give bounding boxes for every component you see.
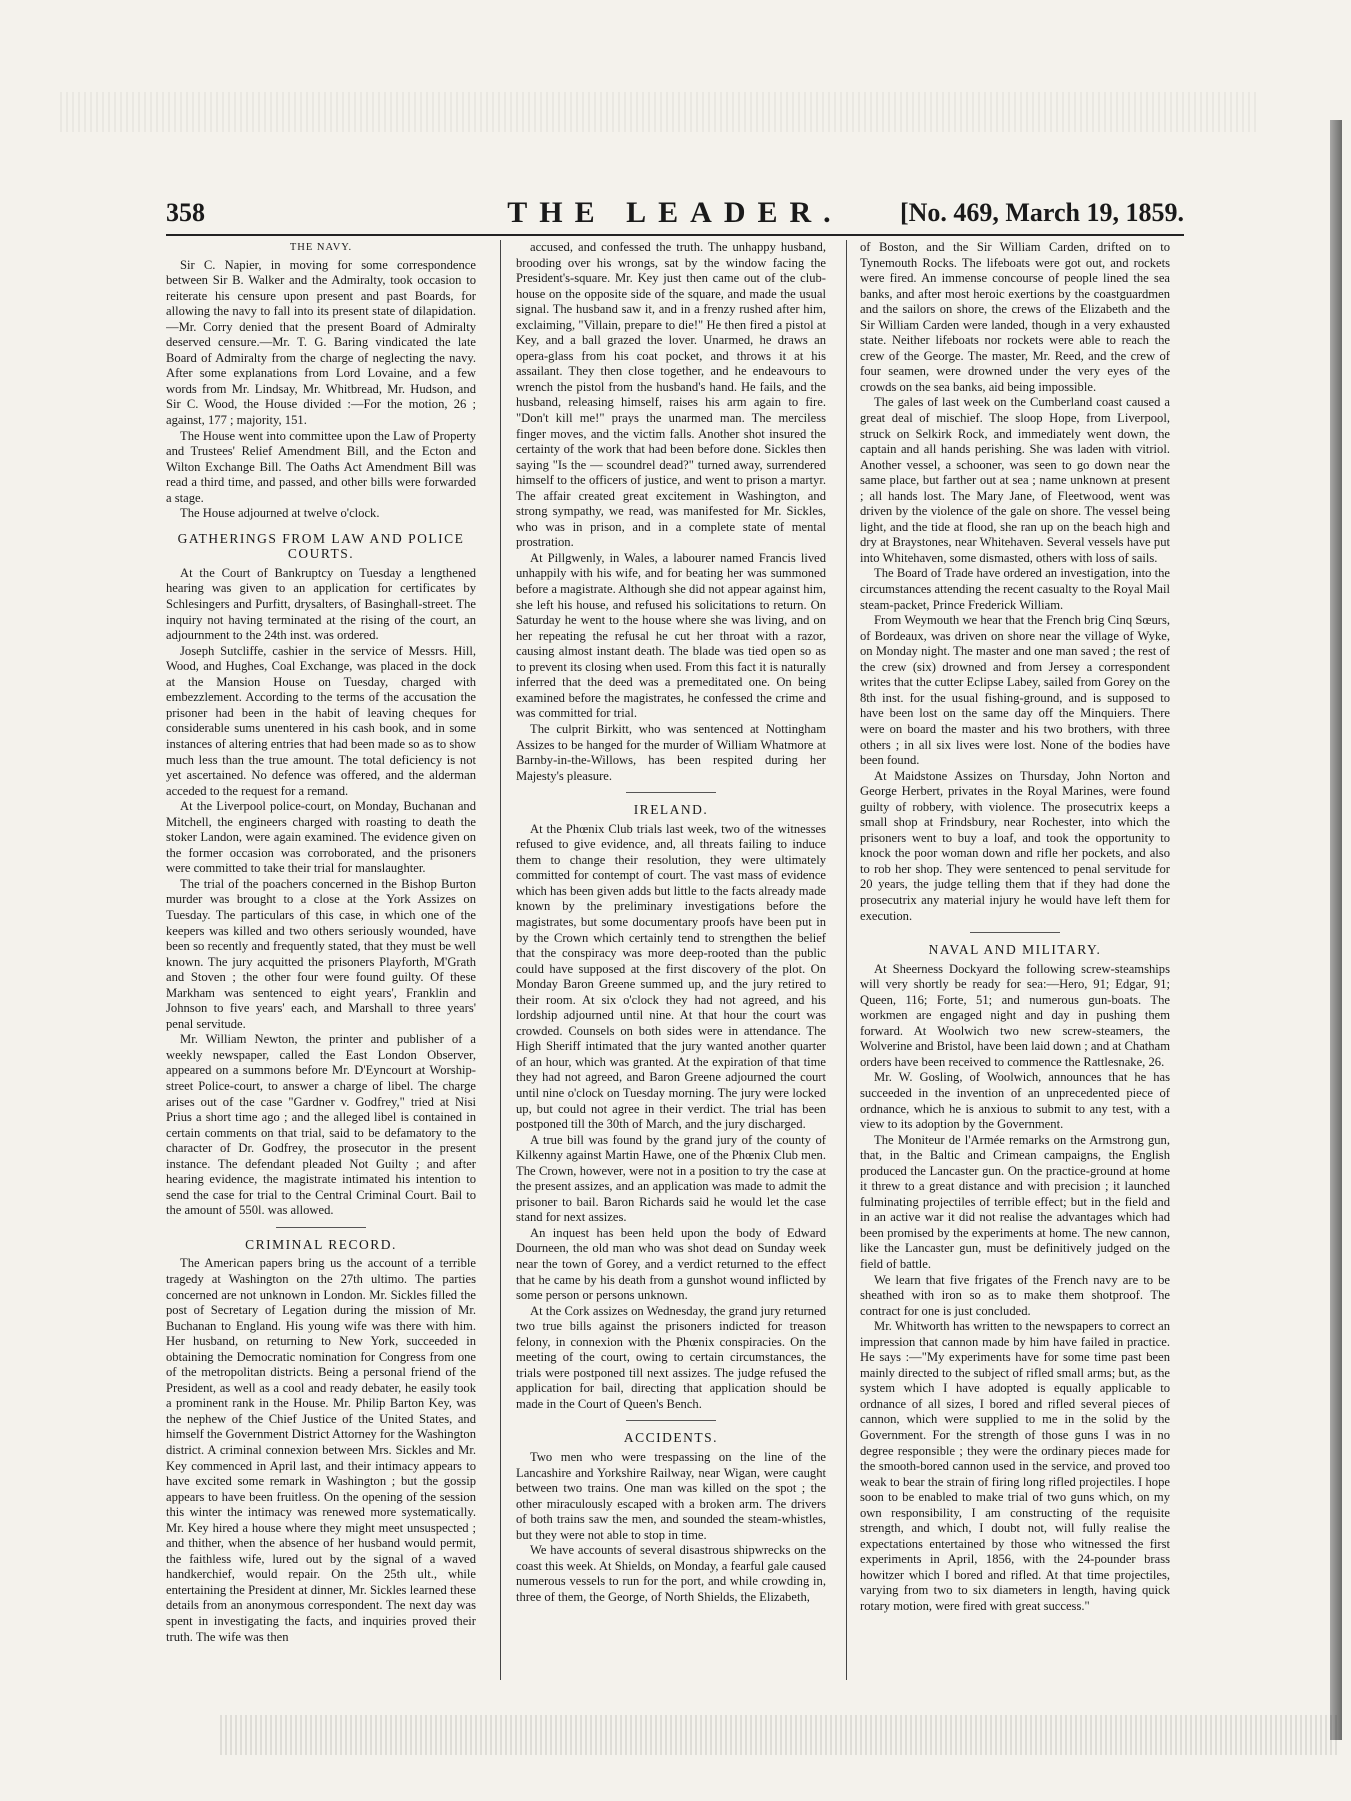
paragraph: We learn that five frigates of the French navy are to be sheathed with iron so as to make them shotproof. The contract for one is just concluded. [860,1272,1170,1318]
newspaper-title: THE LEADER. [507,196,843,229]
paragraph: The American papers bring us the account of a terrible tragedy at Washington on the 27th ultimo. The parties concerned are not unknown in London. Mr. Sickles filled the post of Secretary of Legation during the mission of Mr. Buchanan to England. His young wife was there with him. Her husband, on returning to New York, succeeded in obtaining the Democratic nomination for Congress from one of the metropolitan districts. Being a personal friend of the President, as well as a cool and ready debater, he easily took a prominent rank in the House. Mr. Philip Barton Key, was the nephew of the Chief Justice of the United States, and himself the Government District Attorney for the Washington district. A criminal connexion between Mrs. Sickles and Mr. Key commenced in April last, and their intimacy appears to have excited some remark in Washington ; but the gossip appears to have been fruitless. On the opening of the session this winter the intimacy was renewed more systematically. Mr. Key hired a house where they might meet unsuspected ; and thither, when the absence of her husband would permit, the faithless wife, lured out by the signal of a waved handkerchief, would repair. On the 25th ult., while entertaining the President at dinner, Mr. Sickles learned these details from an anonymous correspondent. The next day was spent in investigating the facts, and inquiries proved their truth. The wife was then [166,1256,476,1644]
section-separator [626,1420,716,1421]
section-heading-ireland: IRELAND. [633,802,709,818]
paragraph: A true bill was found by the grand jury of the county of Kilkenny against Martin Hawe, one of the Phœnix Club men. The Crown, however, were not in a position to try the case at the present assizes, and an application was made to admit the prisoner to bail. Baron Richards said he would let the case stand for next assizes. [516,1132,826,1225]
masthead [166,198,1184,232]
paragraph: The House adjourned at twelve o'clock. [180,506,380,521]
paragraph: The trial of the poachers concerned in the Bishop Burton murder was brought to a close at the York Assizes on Tuesday. The particulars of this case, in which one of the keepers was killed and two others seriously wounded, have been so recently and frequently stated, that they must be well known. The jury acquitted the prisoners Playforth, M'Grath and Stoven ; the other four were found guilty. Of these Markham was sentenced to eight years', Franklin and Johnson to five years' each, and Marshall to three years' penal servitude. [166,876,476,1031]
page-number: 358 [166,198,205,227]
binding-edge [1330,120,1342,1740]
scan-noise-bottom [220,1715,1340,1755]
paragraph: Joseph Sutcliffe, cashier in the service of Messrs. Hill, Wood, and Hughes, Coal Exchange, was placed in the dock at the Mansion House on Tuesday, charged with embezzlement. According to the terms of the accusation the prisoner had been in the habit of leaving cheques for considerable sums unentered in his cash book, and in some instances of altering entries that had been made so as to show much less than the true amount. The total deficiency is not yet ascertained. No defence was offered, and the alderman acceded to the request for a remand. [166,643,476,798]
paragraph: accused, and confessed the truth. The unhappy husband, brooding over his wrongs, sat by the window facing the President's-square. Mr. Key just then came out of the club-house on the opposite side of the square, and made the usual signal. The husband saw it, and in a frenzy rushed after him, exclaiming, "Villain, prepare to die!" He then fired a pistol at Key, and a ball grazed the lover. Unarmed, he draws an opera-glass from his coat pocket, and throws it at his assailant. They then close together, and he endeavours to wrench the pistol from the husband's hand. He fails, and the husband, releasing himself, raises his arm again to fire. "Don't kill me!" prays the unarmed man. The merciless finger moves, and the victim falls. Another shot insured the certainty of the work that had been before done. Sickles then saying "Is the — scoundrel dead?" turned away, surrendered himself to the officers of justice, and went to prison a martyr. The affair created great excitement in Washington, and strong sympathy, we read, was manifested for Mr. Sickles, who was in prison, and in a complete state of mental prostration. [516,240,826,550]
issue-date: [No. 469, March 19, 1859. [899,198,1184,227]
paragraph: The House went into committee upon the Law of Property and Trustees' Relief Amendment Bill, and the Ecton and Wilton Exchange Bill. The Oaths Act Amendment Bill was read a third time, and passed, and other bills were forwarded a stage. [166,428,476,505]
section-heading-navy: THE NAVY. [289,242,353,253]
paragraph: The culprit Birkitt, who was sentenced at Nottingham Assizes to be hanged for the murder of William Whatmore at Barnby-in-the-Willows, has been respited during her Majesty's pleasure. [516,721,826,783]
paragraph: An inquest has been held upon the body of Edward Dourneen, the old man who was shot dead on Sunday week near the town of Gorey, and a verdict returned to the effect that he came by his death from a gunshot wound inflicted by some person or persons unknown. [516,1225,826,1303]
section-heading-naval-military: NAVAL AND MILITARY. [928,942,1102,958]
column-divider [500,240,501,1680]
paragraph: At the Court of Bankruptcy on Tuesday a lengthened hearing was given to an application for certificates by Schlesingers and Purfitt, drysalters, of Basinghall-street. The inquiry not having terminated at the rising of the court, an adjournment to the 24th inst. was ordered. [166,565,476,643]
scan-noise-top [60,92,1260,132]
paragraph: Mr. William Newton, the printer and publisher of a weekly newspaper, called the East London Observer, appeared on a summons before Mr. D'Eyncourt at Worship-street Police-court, to answer a charge of libel. The charge arises out of the case "Gardner v. Godfrey," tried at Nisi Prius a short time ago ; and the alleged libel is contained in certain comments on that trial, said to be defamatory to the character of Dr. Godfrey, the prosecutor in the present instance. The defendant pleaded Not Guilty ; and after hearing evidence, the magistrate intimated his intention to send the case for trial to the Central Criminal Court. Bail to the amount of 550l. was allowed. [166,1032,476,1218]
column-3 [860,240,1170,1680]
section-heading-accidents: ACCIDENTS. [623,1430,719,1446]
column-2 [516,240,826,1680]
paragraph: At Sheerness Dockyard the following screw-steamships will very shortly be ready for sea:—Hero, 91; Edgar, 91; Queen, 116; Forte, 51; and numerous gun-boats. The workmen are engaged night and day in pushing them forward. At Woolwich two new screw-steamers, the Wolverine and Bristol, have been laid down ; and at Chatham orders have been received to commence the Rattlesnake, 26. [860,961,1170,1069]
column-1 [166,240,476,1680]
paragraph: The Moniteur de l'Armée remarks on the Armstrong gun, that, in the Baltic and Crimean campaigns, the English produced the Lancaster gun. On the practice-ground at home it threw to a great distance and with precision ; it launched fulminating projectiles of terrible effect; but in the field and in an active war it did not realise the advantages which had been promised by the experiments at home. The new cannon, like the Lancaster gun, must be definitively judged on the field of battle. [860,1132,1170,1271]
paragraph: At Maidstone Assizes on Thursday, John Norton and George Herbert, privates in the Royal Marines, were found guilty of robbery, with violence. The prosecutrix keeps a small shop at Frindsbury, near Rochester, into which the prisoners went to buy a loaf, and took the opportunity to knock the poor woman down and rifle her pockets, and also to rob her shop. They were sentenced to penal servitude for 20 years, the judge telling them that if they had done the prosecutrix any material injury he would have left them for execution. [860,768,1170,923]
paragraph: At the Liverpool police-court, on Monday, Buchanan and Mitchell, the engineers charged with roasting to death the stoker Landon, were again examined. The evidence given on the former occasion was corroborated, and the prisoners were committed to take their trial for manslaughter. [166,799,476,876]
section-separator [276,1227,366,1228]
column-divider [846,240,847,1680]
section-heading-criminal-record: CRIMINAL RECORD. [245,1236,397,1252]
paragraph: The gales of last week on the Cumberland coast caused a great deal of mischief. The sloop Hope, from Liverpool, struck on Selkirk Rock, and immediately went down, the captain and all hands perishing. She was laden with vitriol. Another vessel, a schooner, was seen to go down near the same place, but farther out at sea ; name unknown at present ; all hands lost. The Mary Jane, of Fleetwood, went was driven by the violence of the gale on shore. The vessel being light, and the tide at flood, she ran up on the beach high and dry at Braystones, near Whitehaven. Several vessels have put into Whitehaven, some dismasted, others with loss of sails. [860,395,1170,565]
paragraph: We have accounts of several disastrous shipwrecks on the coast this week. At Shields, on Monday, a fearful gale caused numerous vessels to run for the port, and while crowding in, three of them, the George, of North Shields, the Elizabeth, [516,1543,826,1604]
section-separator [970,932,1060,933]
paragraph: Mr. W. Gosling, of Woolwich, announces that he has succeeded in the invention of an unprecedented piece of ordnance, which he is anxious to submit to any test, with a view to its adoption by the Government. [860,1070,1170,1132]
paragraph: of Boston, and the Sir William Carden, drifted on to Tynemouth Rocks. The lifeboats were got out, and rockets were fired. An immense concourse of people lined the sea banks, and after most heroic exertions by the coastguardmen and the sailors on shore, the crews of the Elizabeth and the Sir William Carden were landed, though in a very exhausted state. Neither lifeboats nor rockets were able to reach the crew of the George. The master, Mr. Reed, and the crew of four seamen, were drowned under the very eyes of the crowds on the sea banks, aid being impossible. [860,240,1170,394]
section-heading-law-courts: GATHERINGS FROM LAW AND POLICE COURTS. [177,530,465,562]
paragraph: At the Cork assizes on Wednesday, the grand jury returned two true bills against the prisoners indicted for treason felony, in connexion with the Phœnix conspiracies. On the meeting of the court, owing to certain circumstances, the trials were postponed till next assizes. The judge refused the application for bail, directing that application should be made in the Court of Queen's Bench. [516,1303,826,1411]
paragraph: Two men who were trespassing on the line of the Lancashire and Yorkshire Railway, near Wigan, were caught between two trains. One man was killed on the spot ; the other miraculously escaped with a broken arm. The drivers of both trains saw the men, and sounded the steam-whistles, but they were not able to stop in time. [516,1450,826,1542]
section-separator [626,792,716,793]
paragraph: The Board of Trade have ordered an investigation, into the circumstances attending the recent casualty to the Royal Mail steam-packet, Prince Frederick William. [860,566,1170,612]
paragraph: At Pillgwenly, in Wales, a labourer named Francis lived unhappily with his wife, and for beating her was summoned before a magistrate. Although she did not appear against him, she left his house, and refused his solicitations to return. On Saturday he went to the house where she was living, and on her repeating the refusal he cut her throat with a razor, causing almost instant death. The blade was tied open so as to prevent its closing when used. From this fact it is naturally inferred that the deed was a premeditated one. On being examined before the magistrates, he confessed the crime and was committed for trial. [516,550,826,721]
paragraph: From Weymouth we hear that the French brig Cinq Sœurs, of Bordeaux, was driven on shore near the village of Wyke, on Monday night. The master and one man saved ; the rest of the crew (six) drowned and from Jersey a correspondent writes that the cutter Eclipse Labey, sailed from Gorey on the 8th inst. for the usual fishing-ground, and is supposed to have been lost on the same day off the Minquiers. There were on board the master and his two brothers, with three others ; in all six lives were lost. None of the bodies have been found. [860,613,1170,768]
paragraph: Mr. Whitworth has written to the newspapers to correct an impression that cannon made by him have failed in practice. He says :—"My experiments have for some time past been mainly directed to the subject of rifled small arms; but, as the system which I have adopted is equally applicable to ordnance of all sizes, I bored and rifled several pieces of cannon, which were supplied to me in the solid by the Government. For the strength of those guns I was in no degree responsible ; they were the ordinary pieces made for the smooth-bored cannon used in the service, and proved too weak to bear the strain of firing long rifled projectiles. I hope soon to be enabled to make trial of two guns which, on my own responsibility, I am constructing of the requisite strength, and which, I doubt not, will fully realise the expectations entertained by those who witnessed the first experiments in April, 1856, with the 24-pounder brass howitzer which I bored and rifled. At that time projectiles, varying from two to six diameters in length, having quick rotary motion, were fired with great success." [860,1319,1170,1614]
masthead-rule [166,234,1184,236]
paragraph: At the Phœnix Club trials last week, two of the witnesses refused to give evidence, and, all threats failing to induce them to change their resolution, they were ultimately committed for contempt of court. The vast mass of evidence which has been given adds but little to the facts already made known by the preliminary investigations before the magistrates, but some documentary proofs have been put in by the Crown which certainly tend to strengthen the belief that the conspiracy was more deep-rooted than the public could have supposed at the first discovery of the plot. On Monday Baron Greene summed up, and the jury retired to their room. At six o'clock they had not agreed, and his lordship adjourned until nine. At that hour the court was crowded. Counsels on both sides were in attendance. The High Sheriff intimated that the jury wanted another quarter of an hour, which was granted. At the expiration of that time they had not agreed, and Baron Greene adjourned the court until nine o'clock on Tuesday morning. The jury were locked up, but could not agree in their verdict. The trial has been postponed till the 30th of March, and the jury discharged. [516,821,826,1132]
paragraph: Sir C. Napier, in moving for some correspondence between Sir B. Walker and the Admiralty, took occasion to reiterate his censure upon present and past Boards, for allowing the navy to fall into its present state of dilapidation.—Mr. Corry denied that the present Board of Admiralty deserved censure.—Mr. T. G. Baring vindicated the late Board of Admiralty from the charge of neglecting the navy. After some explanations from Lord Lovaine, and a few words from Mr. Lindsay, Mr. Whitbread, Mr. Hudson, and Sir C. Wood, the House divided :—For the motion, 26 ; against, 177 ; majority, 151. [166,257,476,428]
